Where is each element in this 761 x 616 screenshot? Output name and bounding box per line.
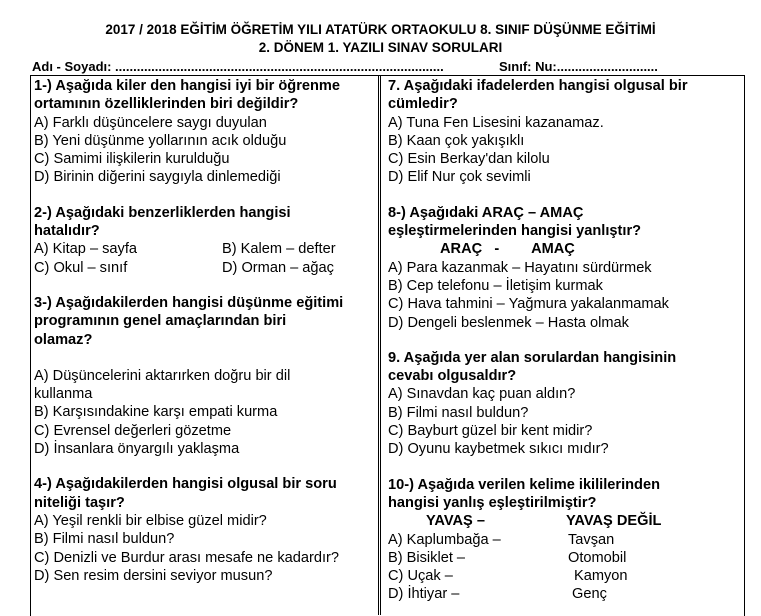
question-8-option-a: A) Para kazanmak – Hayatını sürdürmek: [388, 259, 652, 276]
question-3-option-b: B) Karşısındakine karşı empati kurma: [34, 404, 278, 421]
question-8-option-c: C) Hava tahmini – Yağmura yakalanmamak: [388, 296, 669, 313]
question-2-option-b: B) Kalem – defter: [222, 241, 336, 258]
question-4-text-line1: 4-) Aşağıdakilerden hangisi olgusal bir soru: [34, 476, 337, 493]
question-7-text-line2: cümledir?: [388, 96, 458, 113]
question-10-column-header: [388, 512, 743, 530]
question-9-text-line1: 9. Aşağıda yer alan sorulardan hangisinin: [388, 349, 677, 366]
question-2-option-a: A) Kitap – sayfa: [34, 241, 138, 258]
question-10-option-d: [388, 585, 743, 603]
question-9-option-b: B) Filmi nasıl buldun?: [388, 404, 529, 421]
left-column: [34, 77, 374, 585]
question-4: [34, 475, 374, 585]
question-10-text-line1: 10-) Aşağıda verilen kelime ikililerinden: [388, 476, 660, 493]
question-2-options-cd: [34, 259, 374, 277]
question-10-header-not-slow: YAVAŞ DEĞİL: [566, 513, 662, 530]
question-8-text-line1: 8-) Aşağıdaki ARAÇ – AMAÇ: [388, 204, 584, 221]
question-3-option-a-line2: kullanma: [34, 386, 93, 403]
spacer: [34, 458, 374, 475]
question-7-option-c: C) Esin Berkay'dan kilolu: [388, 151, 550, 168]
question-7-option-d: D) Elif Nur çok sevimli: [388, 169, 531, 186]
spacer: [34, 277, 374, 294]
question-8-option-d: D) Dengeli beslenmek – Hasta olmak: [388, 314, 629, 331]
question-10-option-a-left: A) Kaplumbağa –: [388, 531, 501, 548]
question-8-column-header: ARAÇ - AMAÇ: [440, 241, 575, 258]
question-4-text-line2: niteliği taşır?: [34, 494, 125, 511]
question-10-header-slow: YAVAŞ –: [426, 513, 485, 530]
spacer: [34, 187, 374, 204]
question-10-option-c: [388, 567, 743, 585]
question-9: [388, 349, 743, 459]
question-2-text-line2: hatalıdır?: [34, 223, 100, 240]
question-9-option-c: C) Bayburt güzel bir kent midir?: [388, 423, 593, 440]
question-9-option-d: D) Oyunu kaybetmek sıkıcı mıdır?: [388, 441, 609, 458]
question-1-option-b: B) Yeni düşünme yollarının acık olduğu: [34, 132, 287, 149]
question-10-option-a: [388, 531, 743, 549]
question-9-option-a: A) Sınavdan kaç puan aldın?: [388, 386, 576, 403]
question-10-option-d-right: Genç: [572, 586, 607, 603]
question-1-option-a: A) Farklı düşüncelere saygı duyulan: [34, 114, 267, 131]
question-1-option-d: D) Birinin diğerini saygıyla dinlemediği: [34, 169, 281, 186]
question-3: [34, 294, 374, 458]
right-column: [388, 77, 743, 604]
question-8-option-b: B) Cep telefonu – İletişim kurmak: [388, 277, 603, 294]
question-10-option-b: [388, 549, 743, 567]
question-2-option-d: D) Orman – ağaç: [222, 259, 334, 276]
question-3-option-c: C) Evrensel değerleri gözetme: [34, 422, 232, 439]
column-divider: [378, 75, 381, 615]
question-3-option-a-line1: A) Düşüncelerini aktarırken doğru bir dil: [34, 367, 291, 384]
name-field-label: Adı - Soyadı: ...........................................................................................: [32, 59, 444, 74]
question-10: [388, 476, 743, 604]
question-2-text-line1: 2-) Aşağıdaki benzerliklerden hangisi: [34, 204, 291, 221]
question-7: [388, 77, 743, 187]
exam-title-line2: 2. DÖNEM 1. YAZILI SINAV SORULARI: [258, 40, 503, 55]
exam-title-line1: 2017 / 2018 EĞİTİM ÖĞRETİM YILI ATATÜRK ORTAOKULU 8. SINIF DÜŞÜNME EĞİTİMİ: [105, 22, 656, 37]
question-7-option-a: A) Tuna Fen Lisesini kazanamaz.: [388, 114, 604, 131]
spacer: [34, 349, 374, 367]
question-2-options-ab: [34, 240, 374, 258]
question-1: [34, 77, 374, 187]
question-1-text-line1: 1-) Aşağıda kiler den hangisi iyi bir öğrenme: [34, 78, 341, 94]
question-4-option-a: A) Yeşil renkli bir elbise güzel midir?: [34, 512, 267, 529]
question-10-option-b-left: B) Bisiklet –: [388, 549, 466, 566]
question-1-option-c: C) Samimi ilişkilerin kurulduğu: [34, 151, 230, 168]
question-3-option-d: D) İnsanlara önyargılı yaklaşma: [34, 441, 240, 458]
spacer: [388, 187, 743, 204]
class-number-field-label: Sınıf: Nu:............................: [499, 59, 658, 74]
question-10-option-a-right: Tavşan: [568, 531, 615, 548]
question-2-option-c: C) Okul – sınıf: [34, 259, 128, 276]
question-10-text-line2: hangisi yanlış eşleştirilmiştir?: [388, 494, 597, 511]
spacer: [388, 332, 743, 349]
question-9-text-line2: cevabı olgusaldır?: [388, 368, 517, 385]
question-4-option-b: B) Filmi nasıl buldun?: [34, 531, 175, 548]
question-1-text-line2: ortamının özelliklerinden biri değildir?: [34, 96, 299, 113]
question-10-option-b-right: Otomobil: [568, 549, 627, 566]
question-2: [34, 204, 374, 277]
question-10-option-d-left: D) İhtiyar –: [388, 586, 460, 603]
question-3-text-line1: 3-) Aşağıdakilerden hangisi düşünme eğitimi: [34, 294, 344, 311]
question-10-option-c-right: Kamyon: [574, 568, 628, 585]
spacer: [388, 459, 743, 476]
question-4-option-d: D) Sen resim dersini seviyor musun?: [34, 567, 273, 584]
question-4-option-c: C) Denizli ve Burdur arası mesafe ne kadardır?: [34, 549, 339, 566]
question-8-text-line2: eşleştirmelerinden hangisi yanlıştır?: [388, 223, 642, 240]
question-3-text-line3: olamaz?: [34, 331, 93, 348]
question-10-option-c-left: C) Uçak –: [388, 568, 453, 585]
question-7-text-line1: 7. Aşağıdaki ifadelerden hangisi olgusal bir: [388, 78, 688, 94]
question-7-option-b: B) Kaan çok yakışıklı: [388, 132, 525, 149]
question-3-text-line2: programının genel amaçlarından biri: [34, 313, 287, 330]
question-8: [388, 204, 743, 332]
